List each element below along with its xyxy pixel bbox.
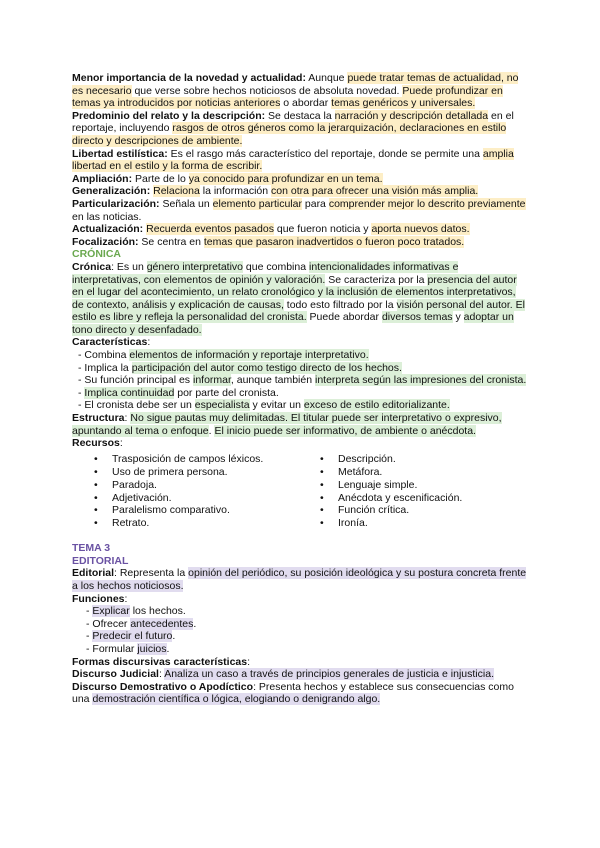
recursos-column-right	[298, 453, 524, 530]
list-item: - Combina elementos de información y reportaje interpretativo.	[78, 349, 369, 362]
paragraph-libertad: Libertad estilística: Es el rasgo más característico del reportaje, donde se permite una amplia libertad en el estilo y la forma de escribir.	[72, 147, 514, 173]
term-cronica: Crónica	[72, 260, 112, 273]
paragraph-particularizacion: Particularización: Señala un elemento particular para comprender mejor lo descrito previamente en las noticias.	[72, 197, 526, 223]
paragraph-relato: Predominio del relato y la descripción: Se destaca la narración y descripción detallada en el reportaje, incluyendo rasgos de otros géneros como la jerarquización, declaraciones en estilo directo y descripciones de ambiente.	[72, 109, 514, 147]
highlight: Relaciona	[153, 185, 200, 198]
highlight: exceso de estilo editorializante.	[303, 399, 450, 412]
highlight: amplia libertad en el estilo y la forma de escribir.	[72, 147, 514, 173]
highlight: temas que pasaron inadvertidos o fueron poco tratados.	[203, 235, 465, 248]
highlight: Recuerda eventos pasados	[146, 223, 274, 236]
list-item: • Función crítica.	[298, 504, 524, 517]
list-item: - Implica continuidad por parte del cronista.	[78, 386, 279, 399]
paragraph-cronica-def: Crónica: Es un género interpretativo que combina intencionalidades informativas e interpretativas, con elementos de opinión y valoración. Se caracteriza por la presencia del autor en el lugar del acontecimiento, un relato cronológico y la inclusión de elementos interpretativos, de contexto, análisis y explicación de causas, todo esto filtrado por la visión personal del autor. El estilo es libre y refleja la personalidad del cronista. Puede abordar diversos temas y adoptar un tono directo y desenfadado.	[72, 260, 525, 336]
highlight: interpreta según las impresiones del cronista.	[314, 374, 527, 387]
term-novedad: Menor importancia de la novedad y actualidad:	[72, 72, 306, 84]
highlight: comprender mejor lo descrito previamente	[328, 197, 526, 210]
list-item: • Retrato.	[72, 517, 298, 530]
list-item: • Descripción.	[298, 453, 524, 466]
term-actualizacion: Actualización:	[72, 223, 144, 236]
list-item: - Predecir el futuro.	[86, 630, 176, 643]
highlight: No sigue pautas muy delimitadas. El titular puede ser interpretativo o expresivo, apuntando al	[72, 412, 502, 437]
term-libertad: Libertad estilística:	[72, 147, 168, 160]
term-editorial: Editorial	[72, 567, 115, 580]
highlight: demostración científica o lógica, elogiando o denigrando algo.	[92, 693, 381, 706]
list-item: • Trasposición de campos léxicos.	[72, 453, 298, 466]
list-item: • Lenguaje simple.	[298, 479, 524, 492]
heading-cronica: CRÓNICA	[72, 248, 121, 261]
highlight: elemento particular	[212, 197, 302, 210]
highlight: presencia del autor en el lugar del acontecimiento, un relato cronológico y la inclusión de elementos interpretativos, de contexto, análisis y explicación de causas,	[72, 273, 517, 311]
highlight: temas genéricos y universales.	[331, 97, 476, 110]
highlight: aporta nuevos datos.	[371, 223, 470, 236]
paragraph-generalizacion: Generalización: Relaciona la información con otra para ofrecer una visión más amplia.	[72, 185, 479, 198]
term-ampliacion: Ampliación:	[72, 172, 133, 185]
list-item: • Metáfora.	[298, 466, 524, 479]
highlight: narración y descripción detallada	[334, 109, 489, 122]
list-item: • Uso de primera persona.	[72, 466, 298, 479]
formas-label: Formas discursivas características:	[72, 655, 251, 668]
highlight: género interpretativo	[146, 260, 244, 273]
paragraph-estructura: Estructura: No sigue pautas muy delimitadas. El titular puede ser interpretativo o expresivo, apuntando al tema o enfoque. El inicio puede ser informativo, de ambiente o anécdota.	[72, 412, 502, 437]
term-generalizacion: Generalización:	[72, 185, 151, 198]
paragraph-novedad: Menor importancia de la novedad y actualidad: Aunque puede tratar temas de actualidad, no es necesario que verse sobre hechos noticiosos de absoluta novedad. Puede profundizar en temas ya introducidos por noticias anteriores o abordar temas genéricos y universales.	[72, 72, 519, 110]
list-item: - El cronista debe ser un especialista y evitar un exceso de estilo editorializante.	[78, 399, 450, 412]
paragraph-editorial-def: Editorial: Representa la opinión del periódico, su posición ideológica y su postura concreta frente a los hechos noticiosos.	[72, 567, 527, 593]
highlight: tema o enfoque	[135, 424, 209, 437]
list-item: • Ironía.	[298, 517, 524, 530]
highlight: puede tratar temas de actualidad, no es necesario	[72, 72, 519, 97]
highlight: Predecir el futuro	[92, 630, 173, 643]
paragraph-focalizacion: Focalización: Se centra en temas que pasaron inadvertidos o fueron poco tratados.	[72, 235, 465, 248]
highlight: ya conocido para profundizar en un tema.	[188, 172, 383, 185]
caracteristicas-label: Características:	[72, 336, 151, 349]
term-relato: Predominio del relato y la descripción:	[72, 109, 266, 122]
term-judicial: Discurso Judicial	[72, 668, 159, 681]
paragraph-demostrativo: Discurso Demostrativo o Apodíctico: Presenta hechos y establece sus consecuencias como una demostración científica o lógica, elogiando o denigrando algo.	[72, 680, 514, 706]
highlight: Puede profundizar en temas ya introducidos por noticias anteriores	[72, 84, 503, 110]
paragraph-ampliacion: Ampliación: Parte de lo ya conocido para profundizar en un tema.	[72, 172, 383, 185]
highlight: rasgos de otros géneros como la jerarquización, declaraciones en estilo directo y descripciones de ambiente.	[72, 122, 507, 147]
highlight: diversos temas	[381, 311, 453, 324]
term-focalizacion: Focalización:	[72, 235, 139, 248]
recursos-column-left	[72, 453, 298, 530]
term-estructura: Estructura	[72, 412, 125, 425]
highlight: elementos de información y reportaje interpretativo.	[129, 349, 369, 362]
heading-tema3: TEMA 3	[72, 542, 111, 555]
highlight: antecedentes	[130, 617, 194, 630]
list-item: • Adjetivación.	[72, 492, 298, 505]
highlight: con otra para ofrecer una visión más amplia.	[271, 185, 479, 198]
paragraph-judicial: Discurso Judicial: Analiza un caso a través de principios generales de justicia e injusticia.	[72, 668, 494, 681]
highlight: visión personal del autor. El estilo es libre y refleja la personalidad del cronista.	[72, 298, 525, 324]
highlight: intencionalidades informativas e interpretativas, con elementos de opinión y valoración.	[72, 260, 459, 286]
highlight: Implica continuidad	[84, 386, 175, 399]
term-demostrativo: Discurso Demostrativo o Apodíctico	[72, 680, 254, 693]
funciones-label: Funciones:	[72, 592, 128, 605]
spacer	[72, 530, 528, 542]
highlight: especialista	[194, 399, 250, 412]
highlight: Explicar	[92, 605, 130, 618]
list-item: - Implica la participación del autor como testigo directo de los hechos.	[78, 361, 402, 374]
list-item: • Paralelismo comparativo.	[72, 504, 298, 517]
recursos-list	[72, 453, 528, 530]
list-item: - Su función principal es informar, aunque también interpreta según las impresiones del cronista.	[78, 374, 527, 387]
highlight: informar	[192, 374, 231, 387]
paragraph-actualizacion: Actualización: Recuerda eventos pasados que fueron noticia y aporta nuevos datos.	[72, 223, 470, 236]
heading-editorial: EDITORIAL	[72, 554, 129, 567]
document-page	[72, 72, 528, 706]
highlight: participación del autor como testigo directo de los hechos.	[131, 361, 402, 374]
highlight: juicios	[137, 643, 167, 655]
list-item: • Paradoja.	[72, 479, 298, 492]
highlight: Analiza un caso a través de principios generales de justicia e injusticia.	[164, 668, 494, 681]
highlight: El inicio puede ser informativo, de ambiente o anécdota.	[214, 424, 476, 437]
term-particularizacion: Particularización:	[72, 197, 160, 210]
list-item: • Anécdota y escenificación.	[298, 492, 524, 505]
highlight: adoptar un tono directo y desenfadado.	[72, 311, 514, 336]
list-item: - Ofrecer antecedentes.	[86, 617, 197, 630]
recursos-label: Recursos:	[72, 437, 123, 450]
list-item: - Explicar los hechos.	[86, 605, 186, 618]
list-item: - Formular juicios.	[86, 643, 170, 655]
highlight: opinión del periódico, su posición ideológica y su postura concreta frente a los hechos noticiosos.	[72, 567, 527, 593]
